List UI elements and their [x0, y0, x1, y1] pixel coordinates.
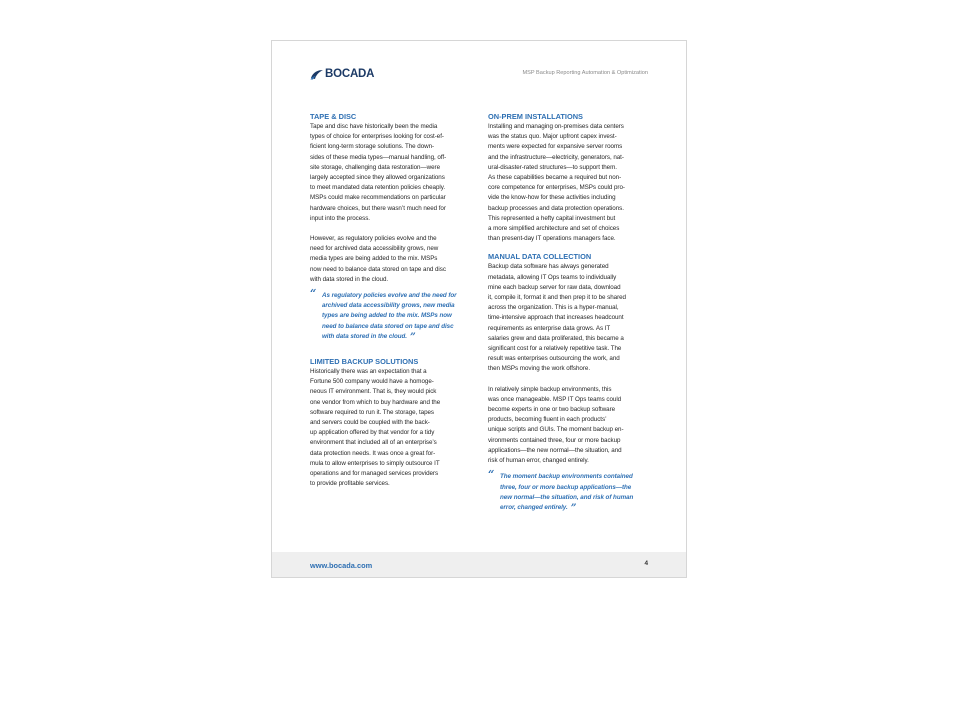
close-quote-icon: ”	[570, 502, 577, 514]
left-column	[310, 112, 472, 490]
section-heading-manual-data: MANUAL DATA COLLECTION	[488, 252, 592, 262]
text-line: with data stored in the cloud. ”	[322, 331, 416, 343]
text-line: mula to allow enterprises to simply outsource IT	[310, 459, 440, 467]
text-line: sides of these media types—manual handling, off-	[310, 153, 447, 161]
text-line: Historically there was an expectation that a	[310, 368, 427, 376]
text-line: products, becoming fluent in each products’	[488, 416, 607, 424]
text-line: new normal—the situation, and risk of human	[500, 493, 634, 501]
text-line: mine each backup server for raw data, download	[488, 283, 621, 291]
text-line: time-intensive approach that increases headcount	[488, 314, 624, 322]
text-line: now need to balance data stored on tape and disc	[310, 265, 446, 273]
text-line: backup processes and data protection operations.	[488, 204, 624, 212]
logo-text: BOCADA	[325, 68, 375, 80]
text-line: metadata, allowing IT Ops teams to individually	[488, 273, 617, 281]
text-line: Installing and managing on-premises data centers	[488, 123, 624, 130]
pull-quote	[488, 468, 650, 514]
document-title: MSP Backup Reporting Automation & Optimization	[522, 70, 648, 76]
page-footer	[272, 552, 686, 577]
website-link[interactable]: www.bocada.com	[310, 561, 373, 570]
text-line: risk of human error, changed entirely.	[488, 457, 589, 465]
text-line: Fortune 500 company would have a homoge-	[310, 378, 434, 386]
text-line: a more simplified architecture and set of choices	[488, 225, 620, 233]
text-line: Backup data software has always generated	[488, 263, 609, 271]
pull-quote-text	[322, 291, 472, 343]
pull-quote-text	[500, 472, 650, 514]
text-line: error, changed entirely. ”	[500, 502, 577, 514]
text-line: than present-day IT operations managers face.	[488, 235, 616, 243]
text-line: need for archived data accessibility grows, new	[310, 245, 439, 253]
page-number: 4	[644, 560, 648, 567]
text-line: result was enterprises outsourcing the work, and	[488, 355, 620, 363]
bocada-logo	[310, 67, 374, 81]
bocada-swoosh-icon	[310, 69, 324, 80]
text-line: ments were expected for expansive server rooms	[488, 143, 623, 151]
text-line: software required to run it. The storage, tapes	[310, 408, 434, 416]
text-line: up application offered by that vendor for a tidy	[310, 429, 435, 437]
text-line: and servers could be coupled with the back-	[310, 419, 430, 427]
close-quote-icon: ”	[409, 331, 416, 343]
text-line: and the infrastructure—electricity, generators, nat-	[488, 153, 624, 161]
text-line: one vendor from which to buy hardware and the	[310, 398, 441, 406]
document-page	[271, 40, 687, 578]
paragraph	[310, 234, 472, 285]
paragraph	[488, 122, 650, 244]
text-line: In relatively simple backup environments, this	[488, 385, 612, 393]
paragraph	[488, 262, 650, 374]
text-line: to meet mandated data retention policies cheaply.	[310, 184, 446, 192]
text-line: site storage, challenging data restoration—were	[310, 163, 441, 171]
text-line: operations and for managed services providers	[310, 470, 439, 478]
text-line: Tape and disc have historically been the media	[310, 123, 438, 130]
text-line: MSPs could make recommendations on particular	[310, 194, 446, 202]
text-line: The moment backup environments contained	[500, 473, 633, 481]
text-line: requirements as enterprise data grows. As IT	[488, 324, 611, 332]
text-line: with data stored in the cloud.	[310, 275, 389, 283]
text-line: hardware choices, but there wasn’t much need for	[310, 204, 446, 212]
section-heading-limited-backup: LIMITED BACKUP SOLUTIONS	[310, 357, 419, 367]
paragraph	[310, 122, 472, 224]
text-line: need to balance data stored on tape and disc	[322, 322, 454, 330]
right-column	[488, 112, 650, 514]
text-line: vide the know-how for these activities including	[488, 194, 616, 202]
text-line: ural-disaster-rated structures—to support them.	[488, 163, 617, 171]
section-heading-on-prem: ON-PREM INSTALLATIONS	[488, 112, 583, 121]
text-line: As these capabilities became a required but non-	[488, 174, 622, 182]
text-line: neous IT environment. That is, they would pick	[310, 388, 437, 396]
text-line: significant cost for a relatively repetitive task. The	[488, 345, 622, 353]
text-line: input into the process.	[310, 214, 370, 222]
open-quote-icon: “	[488, 468, 495, 482]
text-line: to provide profitable services.	[310, 480, 390, 488]
text-line: then MSPs moving the work offshore.	[488, 365, 591, 373]
paragraph	[310, 367, 472, 489]
text-line: vironments contained three, four or more backup	[488, 436, 621, 444]
text-line: was the status quo. Major upfront capex invest-	[488, 133, 617, 141]
pull-quote	[310, 287, 472, 343]
text-line: This represented a hefty capital investment but	[488, 214, 616, 222]
text-line: it, compile it, format it and then prep it to be shared	[488, 294, 626, 302]
text-line: media types are being added to the mix. MSPs	[310, 255, 438, 263]
text-line: environment that included all of an enterprise’s	[310, 439, 437, 447]
text-line: become experts in one or two backup software	[488, 406, 616, 414]
text-line: unique scripts and GUIs. The moment backup en-	[488, 426, 624, 434]
text-line: applications—the new normal—the situation, and	[488, 446, 622, 454]
open-quote-icon: “	[310, 287, 317, 301]
text-line: As regulatory policies evolve and the need for	[322, 292, 457, 300]
text-line: data protection needs. It was once a great for-	[310, 449, 436, 457]
section-heading-tape-disc: TAPE & DISC	[310, 112, 357, 121]
text-line: was once manageable. MSP IT Ops teams could	[488, 395, 622, 403]
text-line: types of choice for enterprises looking for cost-ef-	[310, 133, 444, 141]
text-line: salaries grew and data proliferated, this became a	[488, 334, 624, 342]
paragraph	[488, 385, 650, 467]
text-line: types are being added to the mix. MSPs now	[322, 312, 452, 320]
text-line: However, as regulatory policies evolve and the	[310, 235, 437, 243]
text-line: core competence for enterprises, MSPs could pro-	[488, 184, 625, 192]
text-line: across the organization. This is a hyper-manual,	[488, 304, 619, 312]
text-line: three, four or more backup applications—the	[500, 483, 632, 491]
page-header	[310, 67, 648, 81]
text-line: archived data accessibility grows, new media	[322, 302, 455, 310]
text-line: largely accepted since they allowed organizations	[310, 174, 445, 182]
text-line: ficient long-term storage solutions. The down-	[310, 143, 435, 151]
